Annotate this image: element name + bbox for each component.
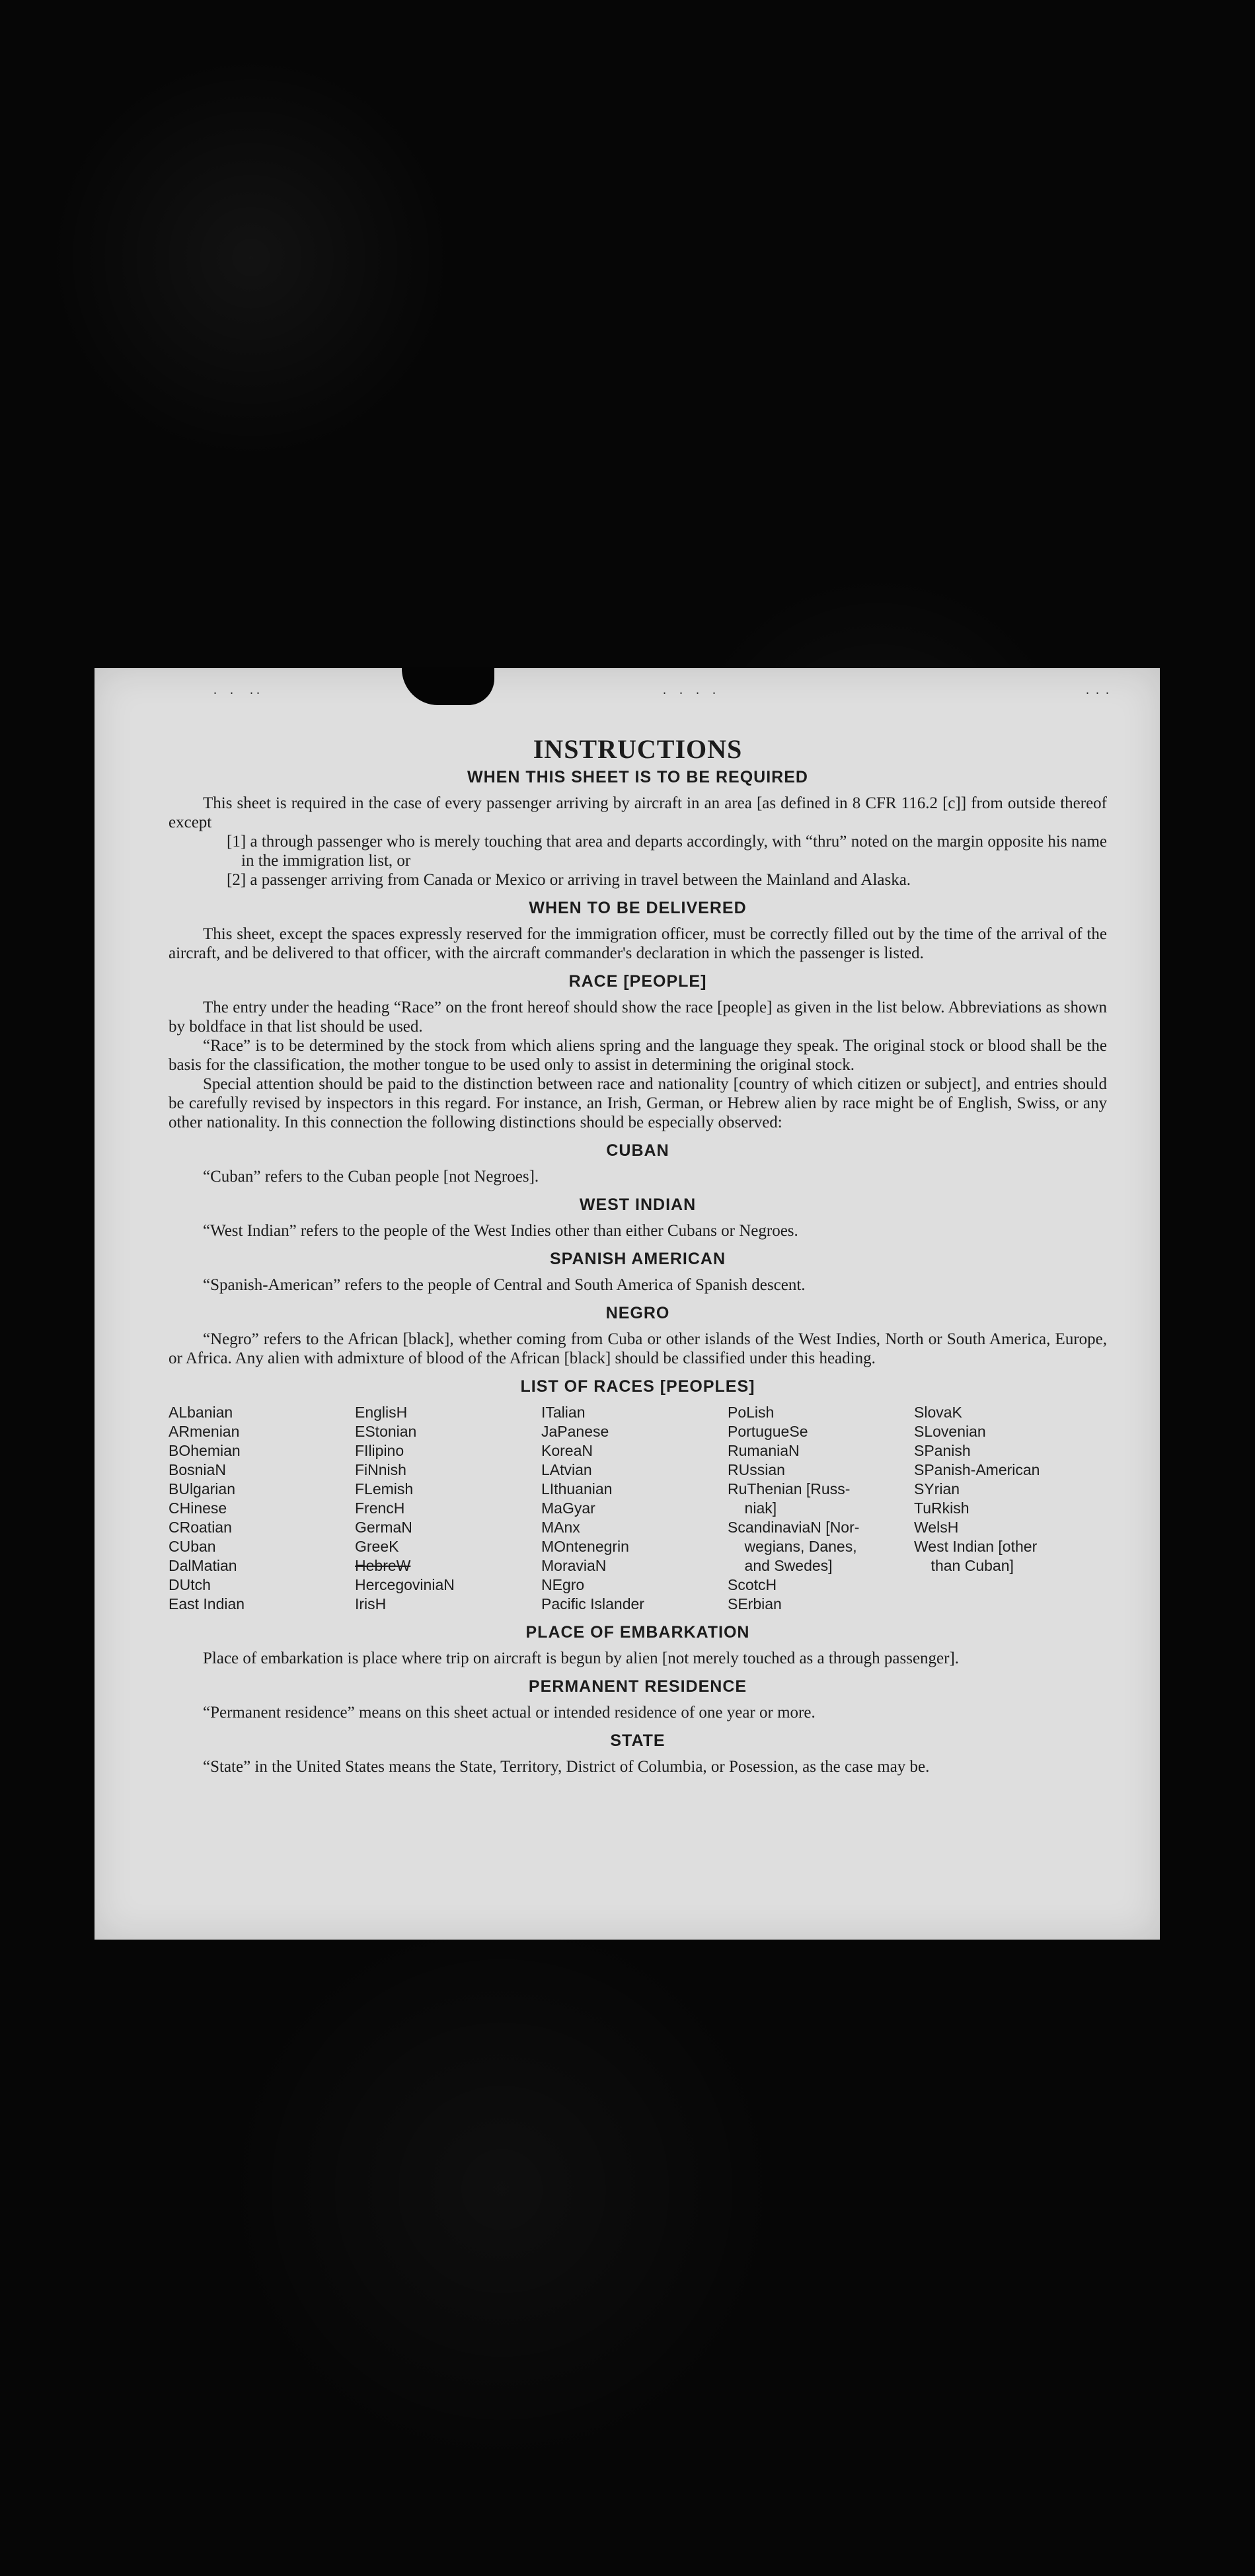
section-heading-west-indian: WEST INDIAN [579,1195,697,1214]
race-entry: SErbian [728,1595,782,1612]
race-entry: GermaN [355,1519,412,1536]
race-entry: EStonian [355,1423,417,1440]
section-heading-cuban: CUBAN [606,1141,669,1160]
punched-hole [402,667,494,705]
race-entry: niak] [728,1499,777,1517]
race-entry: EnglisH [355,1404,408,1421]
race-entry: and Swedes] [728,1557,833,1574]
race-paragraph: “Race” is to be determined by the stock from which aliens spring and the language they speak. The original stock or blood shall be the basis for the classification, the mother tongue to be used only to assist in determining the original stock. [169,1037,1107,1074]
race-entry: PoLish [728,1404,775,1421]
race-entry: RuThenian [Russ- [728,1480,851,1497]
section-heading-required: WHEN THIS SHEET IS TO BE REQUIRED [467,768,808,786]
embarkation-text: Place of embarkation is place where trip on aircraft is begun by alien [not merely touched as a through passenger]. [203,1649,960,1667]
delivered-text: This sheet, except the spaces expressly reserved for the immigration officer, must be correctly filled out by the time of the arrival of the aircraft, and be delivered to that officer, with the aircraft commander's declaration in which the passenger is listed. [169,925,1107,962]
section-heading-residence: PERMANENT RESIDENCE [528,1677,747,1696]
race-entry: HercegoviniaN [355,1576,455,1593]
race-entry: MoraviaN [541,1557,607,1574]
race-entry: ITalian [541,1404,586,1421]
race-entry: CHinese [169,1499,227,1517]
section-heading-delivered: WHEN TO BE DELIVERED [529,899,747,917]
race-entry: RUssian [728,1461,785,1478]
race-entry: BOhemian [169,1442,241,1459]
race-entry-struck: HebreW [355,1557,411,1574]
race-entry: PortugueSe [728,1423,808,1440]
spanish-american-text: “Spanish-American” refers to the people of Central and South America of Spanish descent. [203,1276,806,1294]
race-entry: WelsH [914,1519,959,1536]
scan-speckle: . . . [1086,683,1109,697]
residence-text: “Permanent residence” means on this sheet actual or intended residence of one year or more. [203,1704,816,1722]
race-entry: than Cuban] [914,1557,1014,1574]
race-entry: LIthuanian [541,1480,613,1497]
page-title: INSTRUCTIONS [533,734,743,764]
race-entry: NEgro [541,1576,585,1593]
west-indian-text: “West Indian” refers to the people of the West Indies other than either Cubans or Negroes. [203,1222,798,1240]
section-heading-state: STATE [610,1731,666,1750]
races-list [169,1403,1107,1614]
race-entry: East Indian [169,1595,245,1612]
race-entry: LAtvian [541,1461,592,1478]
cuban-text: “Cuban” refers to the Cuban people [not Negroes]. [203,1168,539,1186]
race-entry: FLemish [355,1480,414,1497]
section-heading-spanish-american: SPANISH AMERICAN [549,1250,726,1268]
race-entry: MOntenegrin [541,1538,629,1555]
races-column-5 [914,1403,1107,1614]
section-heading-race: RACE [PEOPLE] [568,972,707,991]
race-entry: TuRkish [914,1499,970,1517]
race-entry: BUlgarian [169,1480,235,1497]
race-entry: West Indian [other [914,1538,1038,1555]
state-text: “State” in the United States means the State, Territory, District of Columbia, or Posession, as the case may be. [203,1758,930,1776]
races-column-3 [541,1403,728,1614]
race-entry: ARmenian [169,1423,240,1440]
race-paragraph: The entry under the heading “Race” on the front hereof should show the race [people] as given in the list below. Abbreviations as shown by boldface in that list should be used. [169,999,1107,1036]
required-intro: This sheet is required in the case of every passenger arriving by aircraft in an area [as defined in 8 CFR 116.2 [c]] from outside thereof except [169,794,1107,831]
race-entry: Pacific Islander [541,1595,644,1612]
race-entry: JaPanese [541,1423,609,1440]
exception-item: [2] a passenger arriving from Canada or Mexico or arriving in travel between the Mainland and Alaska. [227,871,911,889]
scan-speckle: . . . . [213,683,260,697]
race-entry: wegians, Danes, [728,1538,857,1555]
race-entry: FIlipino [355,1442,404,1459]
race-entry: IrisH [355,1595,387,1612]
race-entry: GreeK [355,1538,399,1555]
race-entry: FiNnish [355,1461,406,1478]
race-entry: MAnx [541,1519,580,1536]
race-entry: DUtch [169,1576,211,1593]
scan-speckle: . . . . [663,683,716,697]
race-entry: ScandinaviaN [Nor- [728,1519,860,1536]
race-entry: SlovaK [914,1404,962,1421]
race-entry: FrencH [355,1499,405,1517]
race-entry: ScotcH [728,1576,777,1593]
race-entry: SLovenian [914,1423,986,1440]
race-entry: ALbanian [169,1404,233,1421]
race-entry: DalMatian [169,1557,237,1574]
instruction-sheet [95,668,1160,1940]
exception-item: [1] a through passenger who is merely touching that area and departs accordingly, with “thru” noted on the margin opposite his name in the immigration list, or [227,833,1107,870]
race-entry: KoreaN [541,1442,593,1459]
race-entry: RumaniaN [728,1442,800,1459]
negro-text: “Negro” refers to the African [black], whether coming from Cuba or other islands of the West Indies, North or South America, Europe, or Africa. Any alien with admixture of blood of the African [black] should be classified under this heading. [169,1330,1107,1367]
section-heading-negro: NEGRO [605,1304,670,1322]
races-column-2 [355,1403,541,1614]
race-entry: BosniaN [169,1461,226,1478]
instructions-content [169,734,1107,1776]
section-heading-races-list: LIST OF RACES [PEOPLES] [520,1377,755,1396]
races-column-1 [169,1403,355,1614]
race-entry: MaGyar [541,1499,595,1517]
race-entry: CRoatian [169,1519,232,1536]
races-column-4 [728,1403,914,1614]
race-entry: SPanish-American [914,1461,1040,1478]
section-heading-embarkation: PLACE OF EMBARKATION [525,1623,750,1642]
race-entry: SPanish [914,1442,971,1459]
race-entry: CUban [169,1538,216,1555]
race-entry: SYrian [914,1480,960,1497]
race-paragraph: Special attention should be paid to the distinction between race and nationality [country of which citizen or subject], and entries should be carefully revised by inspectors in this regard. For instance, an Irish, German, or Hebrew alien by race might be of English, Swiss, or any other nationality. In this connection the following distinctions should be especially observed: [169,1075,1107,1131]
